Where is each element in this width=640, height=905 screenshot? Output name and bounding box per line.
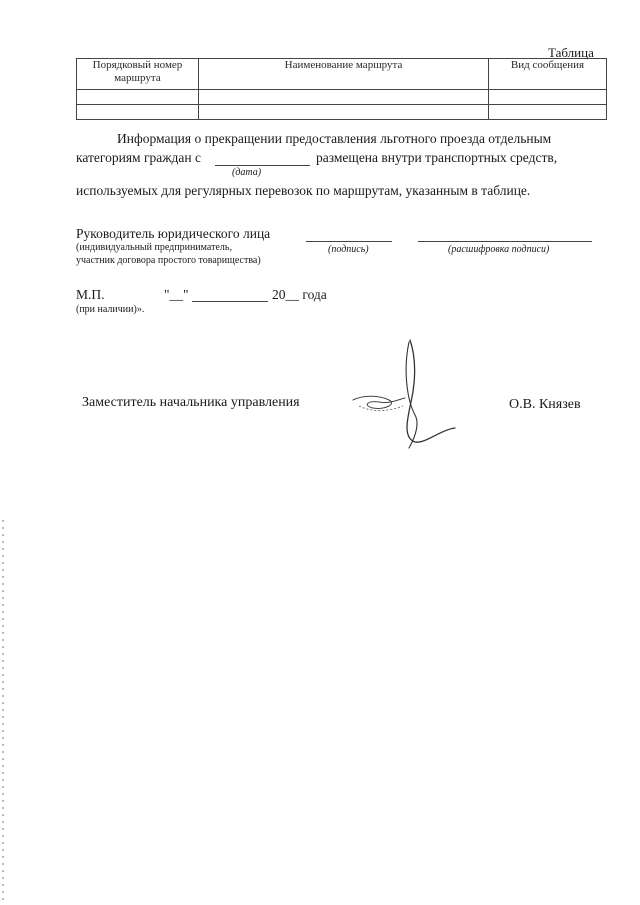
info-line-2-start: категориям граждан с (76, 150, 202, 165)
info-line-2-end: размещена внутри транспортных средств, (316, 150, 558, 165)
signature-hint: (подпись) (328, 244, 369, 255)
routes-table (76, 58, 607, 120)
head-title-note-2: участник договора простого товарищества) (76, 255, 261, 266)
decoding-hint: (расшифровка подписи) (448, 244, 550, 255)
month-blank-line (192, 301, 268, 302)
table-cell (199, 105, 489, 120)
table-row (77, 105, 607, 120)
decoding-blank-line (418, 241, 592, 242)
table-row (77, 90, 607, 105)
signature-blank-line (306, 241, 392, 242)
signer-name: О.В. Князев (509, 397, 581, 412)
handwritten-signature (345, 330, 475, 465)
table-header-row (77, 59, 607, 90)
stamp-year: 20__ года (272, 287, 327, 302)
head-title-note-1: (индивидуальный предприниматель, (76, 242, 232, 253)
table-cell (77, 90, 199, 105)
stamp-day-quotes: "__" (164, 287, 189, 302)
header-route-name: Наименование маршрута (199, 59, 489, 90)
table-cell (77, 105, 199, 120)
stamp-mark: М.П. (76, 287, 105, 302)
header-service-type: Вид сообщения (489, 59, 607, 90)
table-cell (489, 90, 607, 105)
info-line-3: используемых для регулярных перевозок по маршрутам, указанным в таблице. (76, 183, 531, 198)
table-cell (489, 105, 607, 120)
info-line-1: Информация о прекращении предоставления льготного проезда отдельным (117, 131, 552, 146)
stamp-note: (при наличии)». (76, 304, 145, 315)
table-cell (199, 90, 489, 105)
signer-position: Заместитель начальника управления (82, 395, 300, 410)
date-hint: (дата) (232, 167, 262, 178)
table-caption: Таблица (548, 45, 594, 60)
scan-edge-artifact (2, 520, 4, 900)
header-route-number: Порядковый номер маршрута (77, 59, 199, 90)
head-title: Руководитель юридического лица (76, 226, 271, 241)
date-blank-line (215, 165, 310, 166)
